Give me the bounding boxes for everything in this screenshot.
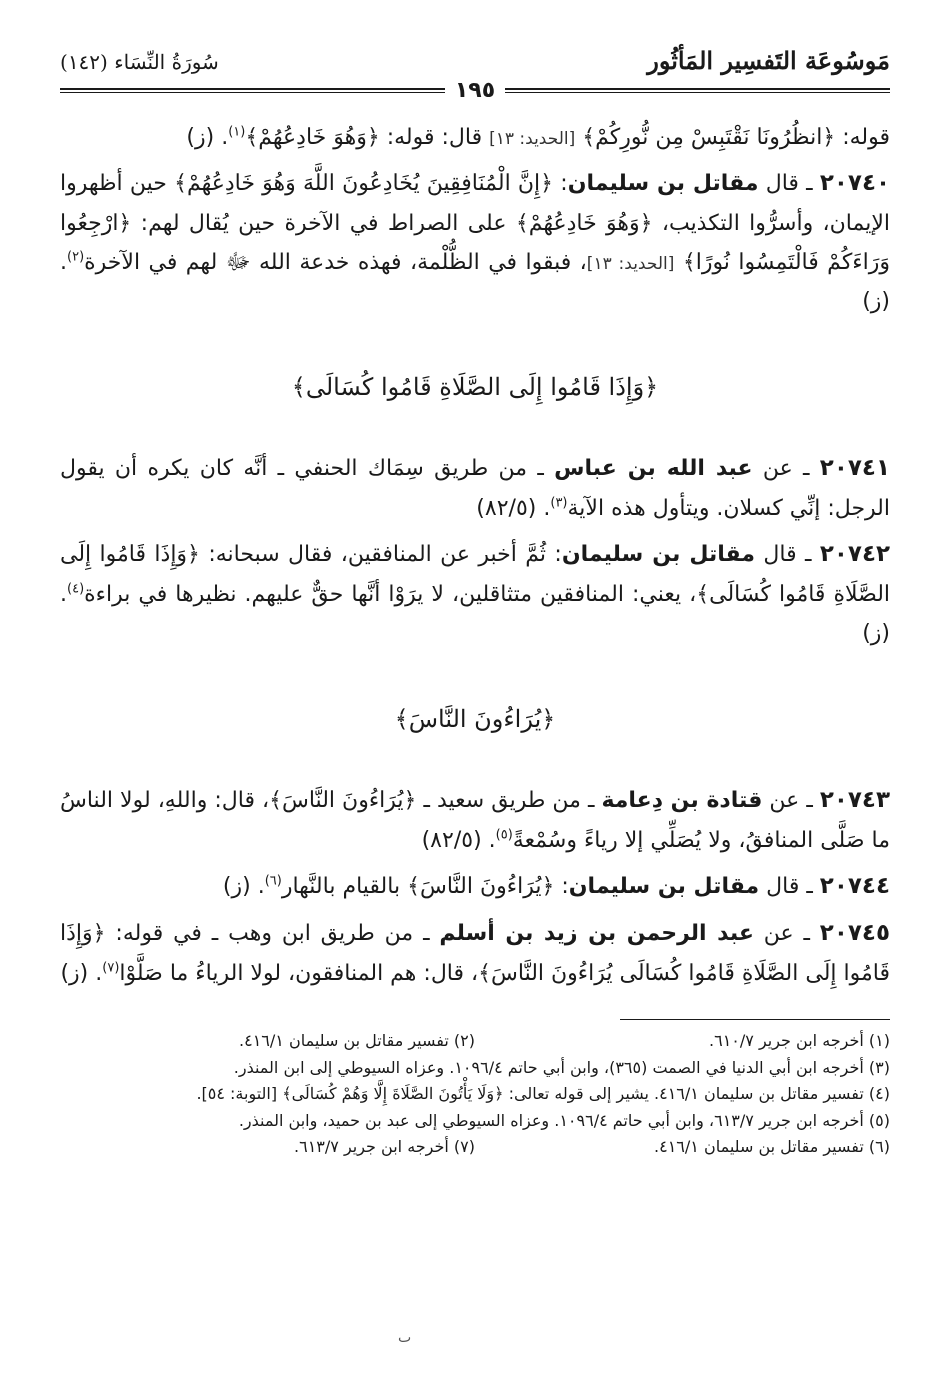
text: : ثُمَّ أخبر عن المنافقين، فقال سبحانه:: [199, 542, 562, 568]
verse-reference: [الحديد: ١٣]: [586, 254, 675, 275]
narration-number: ٢٠٧٤٠: [819, 170, 891, 197]
text: . (ز): [60, 961, 103, 987]
book-title: مَوسُوعَة التَفسِير المَأثُور: [647, 46, 890, 75]
paragraph-continuation: [60, 118, 890, 157]
text: حين أظهروا الإيمان، وأسرُّوا التكذيب،: [60, 171, 891, 237]
page: [60, 40, 890, 1160]
text: ، قال: هم المنافقون، لولا الرياءُ ما صَلَّوْا: [119, 961, 479, 987]
footnote-2: (٢) تفسير مقاتل بن سليمان ١/‏٤١٦.: [239, 1031, 475, 1051]
footnote-4: [60, 1081, 890, 1107]
quran-verse: ﴿يُرَاءُونَ النَّاسَ﴾: [407, 874, 555, 900]
main-text: [60, 118, 890, 1160]
text: بالقيام بالنَّهار: [281, 874, 408, 900]
footnotes: [60, 1028, 890, 1160]
footnote-marker: (٧): [102, 960, 120, 976]
text: . (ز): [60, 250, 890, 315]
narrator-name: قتادة بن دِعامة: [601, 788, 763, 814]
footnote-marker: (٦): [264, 874, 282, 890]
page-number: ١٩٥: [445, 78, 505, 103]
footnote-marker: (٤): [67, 581, 85, 597]
narration-number: ٢٠٧٤٢: [819, 541, 891, 568]
text: . (٥/‏٨٢): [421, 828, 496, 854]
quran-verse: ﴿إِنَّ الْمُنَافِقِينَ يُخَادِعُونَ اللَّهَ وَهُوَ خَادِعُهُمْ﴾: [174, 171, 554, 197]
text: [التوبة: ٥٤].: [196, 1084, 283, 1104]
quran-verse: ﴿وَهُوَ خَادِعُهُمْ﴾: [515, 211, 653, 237]
text: . (ز): [186, 125, 229, 150]
quran-verse: ﴿وَلَا يَأْتُونَ الصَّلَاةَ إِلَّا وَهُمْ كُسَالَى﴾: [282, 1084, 504, 1104]
sura-label: سُورَةُ النِّسَاء (١٤٢): [60, 50, 219, 74]
quran-verse: ﴿انظُرُونَا نَقْتَبِسْ مِن نُّورِكُمْ﴾: [582, 125, 836, 150]
narrator-name: عبد الله بن عباس: [554, 456, 753, 482]
narration-number: ٢٠٧٤٣: [819, 787, 891, 814]
text: ، فبقوا في الظُّلْمة، فهذه خدعة الله ﷻ لهم في الآخرة: [84, 250, 587, 276]
narrator-name: مقاتل بن سليمان: [568, 874, 760, 900]
narration-20741: [60, 448, 890, 528]
text: قوله:: [835, 125, 890, 150]
footnote-marker: (٥): [495, 827, 513, 843]
footnote-row: [60, 1028, 890, 1054]
running-header: [60, 40, 890, 103]
text: ـ عن: [753, 921, 820, 947]
narration-number: ٢٠٧٤٤: [819, 873, 890, 900]
narration-20742: [60, 534, 890, 653]
text: ، يعني: المنافقين متثاقلين، لا يرَوْا أنَّها حقٌّ عليهم. نظيرها في براءة: [84, 582, 697, 608]
text: ـ من طريق ابن وهب ـ في قوله:: [105, 921, 440, 947]
text: ـ عن: [762, 788, 820, 814]
text: ـ قال: [755, 542, 820, 568]
text: . (ز): [222, 874, 265, 900]
text: . (ز): [60, 582, 890, 647]
narrator-name: عبد الرحمن بن زيد بن أسلم: [439, 921, 754, 947]
narration-number: ٢٠٧٤١: [819, 455, 890, 482]
section-heading: ﴿وَإِذَا قَامُوا إِلَى الصَّلَاةِ قَامُوا كُسَالَى﴾: [291, 372, 659, 401]
footnote-5: (٥) أخرجه ابن جرير ٧/‏٦١٣، وابن أبي حاتم ٤/‏١٠٩٦. وعزاه السيوطي إلى عبد بن حميد، وابن المنذر.: [238, 1110, 890, 1130]
text: (٤) تفسير مقاتل بن سليمان ١/‏٤١٦. يشير إلى قوله تعالى:: [503, 1084, 890, 1104]
text: ـ عن: [752, 456, 820, 482]
footnote-6: (٦) تفسير مقاتل بن سليمان ١/‏٤١٦.: [654, 1137, 890, 1157]
quran-verse: ﴿يُرَاءُونَ النَّاسَ﴾: [269, 788, 417, 814]
page-mark: ٮ: [398, 1330, 412, 1346]
text: ، قال: واللهِ، لولا الناسُ ما صَلَّى المنافقُ، ولا يُصَلِّي إلا رياءً وسُمْعةً: [60, 788, 890, 854]
section-heading: ﴿يُرَاءُونَ النَّاسَ﴾: [394, 704, 556, 733]
text: على الصراط في الآخرة حين يُقال لهم:: [131, 211, 516, 237]
narration-20744: [60, 866, 890, 907]
narration-number: ٢٠٧٤٥: [819, 920, 890, 947]
text: ـ من طريق سِمَاك الحنفي ـ أنَّه كان يكره أن يقول الرجل: إنِّي كسلان. ويتأول هذه الآية: [60, 456, 890, 522]
footnote-1: (١) أخرجه ابن جرير ٧/‏٦١٠.: [709, 1031, 890, 1051]
verse-reference: [الحديد: ١٣]: [489, 129, 576, 149]
footnote-row: [60, 1134, 890, 1160]
text: . (٥/‏٨٢): [476, 496, 551, 522]
footnote-marker: (٣): [550, 495, 568, 511]
quran-verse: ﴿وَإِذَا قَامُوا إِلَى الصَّلَاةِ قَامُوا كُسَالَى﴾: [60, 542, 891, 608]
narration-20745: [60, 913, 890, 993]
page-number-wrap: [60, 78, 890, 103]
text: ـ قال: [758, 171, 820, 197]
quran-verse: ﴿ارْجِعُوا وَرَاءَكُمْ فَالْتَمِسُوا نُورًا﴾: [60, 211, 891, 276]
footnote-marker: (٢): [67, 249, 85, 265]
footnote-separator: [620, 1019, 890, 1020]
text: ـ من طريق سعيد ـ: [416, 788, 602, 814]
narrator-name: مقاتل بن سليمان: [561, 542, 756, 568]
footnote-7: (٧) أخرجه ابن جرير ٧/‏٦١٣.: [294, 1137, 475, 1157]
footnote-marker: (١): [228, 124, 246, 140]
text: :: [553, 171, 568, 197]
footnote-3: (٣) أخرجه ابن أبي الدنيا في الصمت (٣٦٥)، وابن أبي حاتم ٤/‏١٠٩٦. وعزاه السيوطي إلى ابن المنذر.: [233, 1057, 890, 1077]
narration-20740: [60, 163, 890, 321]
quran-verse: ﴿وَهُوَ خَادِعُهُمْ﴾: [245, 125, 380, 150]
narration-20743: [60, 780, 890, 860]
narrator-name: مقاتل بن سليمان: [567, 171, 759, 197]
quran-verse: ﴿وَإِذَا قَامُوا إِلَى الصَّلَاةِ قَامُوا كُسَالَى يُرَاءُونَ النَّاسَ﴾: [60, 921, 890, 987]
text: :: [554, 874, 569, 900]
text: ـ قال: [759, 874, 820, 900]
text: قال: قوله:: [379, 125, 490, 150]
